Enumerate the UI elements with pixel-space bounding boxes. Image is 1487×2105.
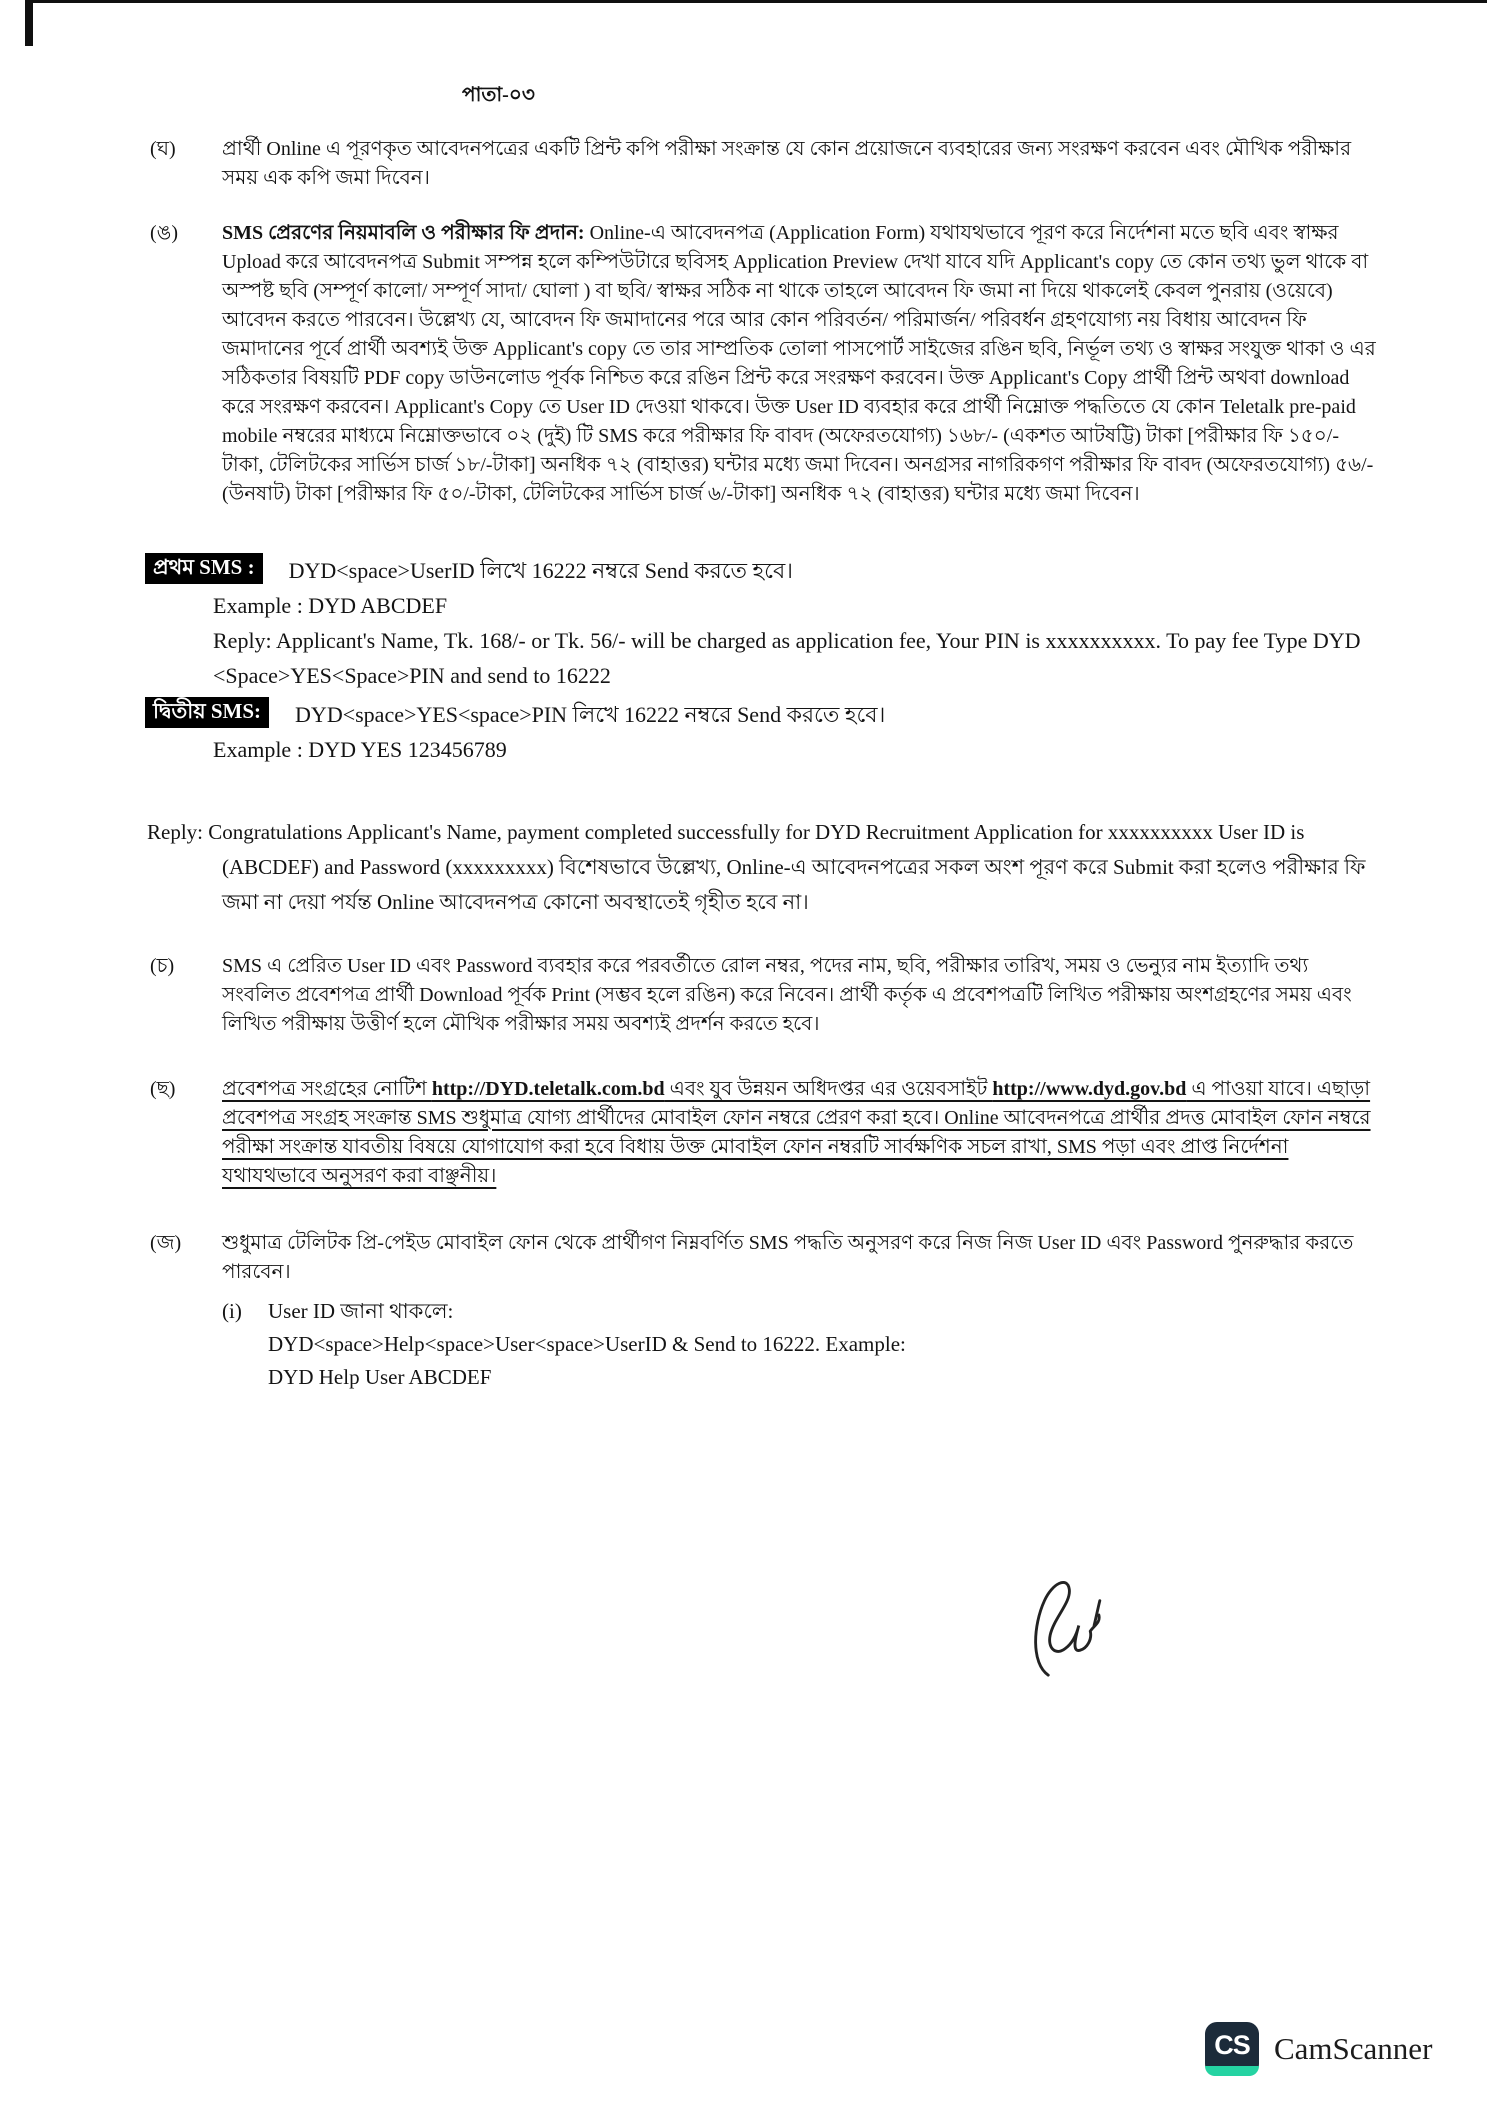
second-sms-command: DYD<space>YES<space>PIN লিখে 16222 নম্বরে Send করতে হবে। bbox=[295, 702, 886, 727]
section-uma-text bbox=[222, 219, 1377, 509]
camscanner-icon-strip bbox=[1205, 2066, 1259, 2076]
handwritten-signature-mark bbox=[1012, 1568, 1117, 1688]
section-gha bbox=[0, 135, 1487, 193]
section-chha-text bbox=[222, 1075, 1377, 1191]
section-cha-text: SMS এ প্রেরিত User ID এবং Password ব্যবহার করে পরবর্তীতে রোল নম্বর, পদের নাম, ছবি, পরীক্ষার তারিখ, সময় ও ভেন্যুর নাম ইত্যাদি তথ্য সংবলিত প্রবেশপত্র প্রার্থী Download পূর্বক Print (সম্ভব হলে রঙিন) করে নিবেন। প্রার্থী কর্তৃক এ প্রবেশপত্রটি লিখিত পরীক্ষায় অংশগ্রহণের সময় এবং লিখিত পরীক্ষায় উত্তীর্ণ হলে মৌখিক পরীক্ষার সময় অবশ্যই প্রদর্শন করতে হবে। bbox=[222, 955, 1352, 1035]
second-sms-example: Example : DYD YES 123456789 bbox=[213, 737, 507, 762]
dyd-website-url-text: http://www.dyd.gov.bd bbox=[992, 1078, 1187, 1100]
section-cha bbox=[0, 952, 1487, 1039]
scan-artifact-top-line bbox=[25, 0, 1487, 3]
first-sms-detail bbox=[145, 588, 1377, 693]
section-chha-label: (ছ) bbox=[150, 1078, 176, 1100]
section-ja-subitem-i bbox=[0, 1295, 1487, 1394]
second-sms-block bbox=[0, 697, 1487, 767]
subitem-i-title: User ID জানা থাকলে: bbox=[268, 1299, 454, 1323]
section-gha-label: (ঘ) bbox=[150, 138, 176, 160]
subitem-i-command: DYD<space>Help<space>User<space>UserID & Send to 16222. Example: bbox=[268, 1332, 906, 1356]
first-sms-example: Example : DYD ABCDEF bbox=[213, 593, 448, 618]
section-chha-text-2: এবং যুব উন্নয়ন অধিদপ্তর এর ওয়েবসাইট bbox=[664, 1078, 993, 1100]
section-chha-text-1: প্রবেশপত্র সংগ্রহের নোটিশ bbox=[222, 1078, 432, 1100]
first-sms-row bbox=[145, 553, 1377, 588]
section-uma-label: (ঙ) bbox=[150, 222, 178, 244]
section-chha-text-3: এ পাওয়া যাবে। এছাড়া প্রবেশপত্র সংগ্রহ সংক্রান্ত SMS শুধুমাত্র যোগ্য প্রার্থীদের মোবাইল ফোন নম্বরে প্রেরণ করা হবে। Online আবেদনপত্রে প্রার্থীর প্রদত্ত মোবাইল ফোন নম্বরে পরীক্ষা সংক্রান্ত যাবতীয় বিষয়ে যোগাযোগ করা হবে বিধায় উক্ত মোবাইল ফোন নম্বরটি সার্বক্ষণিক সচল রাখা, SMS পড়া এবং প্রাপ্ত নির্দেশনা যথাযথভাবে অনুসরণ করা বাঞ্ছনীয়। bbox=[222, 1078, 1371, 1187]
subitem-i-example: DYD Help User ABCDEF bbox=[268, 1365, 492, 1389]
payment-reply-label: Reply: bbox=[147, 820, 203, 844]
subitem-i-content bbox=[268, 1295, 906, 1394]
subitem-i-marker: (i) bbox=[222, 1299, 242, 1323]
page-title: পাতা-০৩ bbox=[462, 84, 535, 106]
first-sms-reply: Reply: Applicant's Name, Tk. 168/- or Tk. 56/- will be charged as application fee, Your PIN is xxxxxxxxxx. To pay fee Type DYD <Space>YES<Space>PIN and send to 16222 bbox=[213, 628, 1361, 688]
camscanner-icon-letters: CS bbox=[1214, 2030, 1250, 2060]
section-ja-label: (জ) bbox=[150, 1232, 182, 1254]
second-sms-tag: দ্বিতীয় SMS: bbox=[145, 697, 269, 728]
section-uma-heading: SMS প্রেরণের নিয়মাবলি ও পরীক্ষার ফি প্রদান: bbox=[222, 222, 590, 244]
camscanner-brand-text: CamScanner bbox=[1274, 2031, 1433, 2066]
second-sms-row bbox=[145, 697, 1377, 732]
first-sms-command: DYD<space>UserID লিখে 16222 নম্বরে Send করতে হবে। bbox=[288, 558, 794, 583]
scan-artifact-corner-mark bbox=[25, 0, 33, 46]
section-cha-label: (চ) bbox=[150, 955, 175, 977]
section-uma bbox=[0, 219, 1487, 509]
section-chha bbox=[0, 1075, 1487, 1191]
payment-reply-text: Congratulations Applicant's Name, payment completed successfully for DYD Recruitment Application for xxxxxxxxxx User ID is (ABCDEF) and Password (xxxxxxxxx) বিশেষভাবে উল্লেখ্য, Online-এ আবেদনপত্রের সকল অংশ পূরণ করে Submit করা হলেও পরীক্ষার ফি জমা না দেয়া পর্যন্ত Online আবেদনপত্র কোনো অবস্থাতেই গৃহীত হবে না। bbox=[208, 820, 1366, 914]
section-uma-body: Online-এ আবেদনপত্র (Application Form) যথাযথভাবে পূরণ করে নির্দেশনা মতে ছবি এবং স্বাক্ষর Upload করে আবেদনপত্র Submit সম্পন্ন হলে কম্পিউটারে ছবিসহ Application Preview দেখা যাবে যদি Applicant's copy তে কোন তথ্য ভুল থাকে বা অস্পষ্ট ছবি (সম্পূর্ণ কালো/ সম্পূর্ণ সাদা/ ঘোলা ) বা ছবি/ স্বাক্ষর সঠিক না থাকে তাহলে আবেদন ফি জমা না দিয়ে থাকলেই কেবল পুনরায় (ওয়েবে) আবেদন করতে পারবেন। উল্লেখ্য যে, আবেদন ফি জমাদানের পরে আর কোন পরিবর্তন/ পরিমার্জন/ পরিবর্ধন গ্রহণযোগ্য নয় বিধায় আবেদন ফি জমাদানের পূর্বে প্রার্থী অবশ্যই উক্ত Applicant's copy তে তার সাম্প্রতিক তোলা পাসপোর্ট সাইজের রঙিন ছবি, নির্ভূল তথ্য ও স্বাক্ষর সংযুক্ত থাকা ও এর সঠিকতার বিষয়টি PDF copy ডাউনলোড পূর্বক নিশ্চিত করে রঙিন প্রিন্ট করে সংরক্ষণ করবেন। উক্ত Applicant's Copy প্রার্থী প্রিন্ট অথবা download করে সংরক্ষণ করবেন। Applicant's Copy তে User ID দেওয়া থাকবে। উক্ত User ID ব্যবহার করে প্রার্থী নিম্নোক্ত পদ্ধতিতে যে কোন Teletalk pre-paid mobile নম্বরের মাধ্যমে নিম্নোক্তভাবে ০২ (দুই) টি SMS করে পরীক্ষার ফি বাবদ (অফেরতযোগ্য) ১৬৮/- (একশত আটষট্টি) টাকা [পরীক্ষার ফি ১৫০/-টাকা, টেলিটকের সার্ভিস চার্জ ১৮/-টাকা] অনধিক ৭২ (বাহাত্তর) ঘন্টার মধ্যে জমা দিবেন। অনগ্রসর নাগরিকগণ পরীক্ষার ফি বাবদ (অফেরতযোগ্য) ৫৬/- (উনষাট) টাকা [পরীক্ষার ফি ৫০/-টাকা, টেলিটকের সার্ভিস চার্জ ৬/-টাকা] অনধিক ৭২ (বাহাত্তর) ঘন্টার মধ্যে জমা দিবেন। bbox=[222, 222, 1376, 505]
teletalk-url-text: http://DYD.teletalk.com.bd bbox=[431, 1078, 665, 1100]
section-ja-text: শুধুমাত্র টেলিটক প্রি-পেইড মোবাইল ফোন থেকে প্রার্থীগণ নিম্নবর্ণিত SMS পদ্ধতি অনুসরণ করে নিজ নিজ User ID এবং Password পুনরুদ্ধার করতে পারবেন। bbox=[222, 1232, 1354, 1283]
payment-reply-block bbox=[0, 815, 1382, 920]
second-sms-detail bbox=[145, 732, 1377, 767]
first-sms-tag: প্রথম SMS : bbox=[145, 553, 263, 584]
section-ja bbox=[0, 1229, 1487, 1287]
section-gha-text: প্রার্থী Online এ পূরণকৃত আবেদনপত্রের একটি প্রিন্ট কপি পরীক্ষা সংক্রান্ত যে কোন প্রয়োজনে ব্যবহারের জন্য সংরক্ষণ করবেন এবং মৌখিক পরীক্ষার সময় এক কপি জমা দিবেন। bbox=[222, 138, 1352, 189]
camscanner-watermark bbox=[1205, 2022, 1432, 2076]
camscanner-icon bbox=[1205, 2022, 1259, 2076]
first-sms-block bbox=[0, 553, 1487, 693]
